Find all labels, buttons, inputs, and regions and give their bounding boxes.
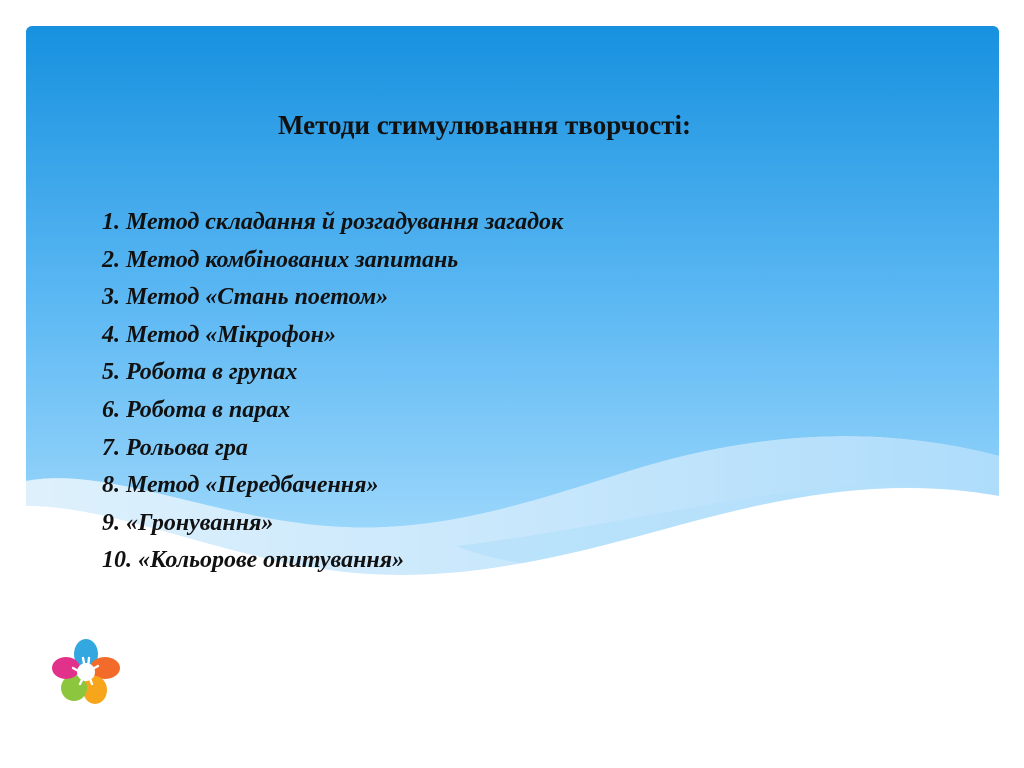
list-item: 8. Метод «Передбачення» <box>102 472 379 499</box>
list-item: 10. «Кольорове опитування» <box>102 547 405 574</box>
list-item: 6. Робота в парах <box>102 396 291 423</box>
list-item: 9. «Гронування» <box>102 509 274 536</box>
slide-title: Методи стимулювання творчості: <box>277 110 692 140</box>
list-item: 5. Робота в групах <box>102 359 298 386</box>
list-item: 1. Метод складання й розгадування загадок <box>102 209 564 235</box>
list-item: 7. Рольова гра <box>102 434 248 461</box>
list-item: 2. Метод комбінованих запитань <box>102 246 459 273</box>
methods-list <box>102 204 563 580</box>
list-item: 3. Метод «Стань поетом» <box>102 284 389 311</box>
hands-flower-logo-icon <box>40 636 132 708</box>
list-item: 4. Метод «Мікрофон» <box>102 321 336 348</box>
